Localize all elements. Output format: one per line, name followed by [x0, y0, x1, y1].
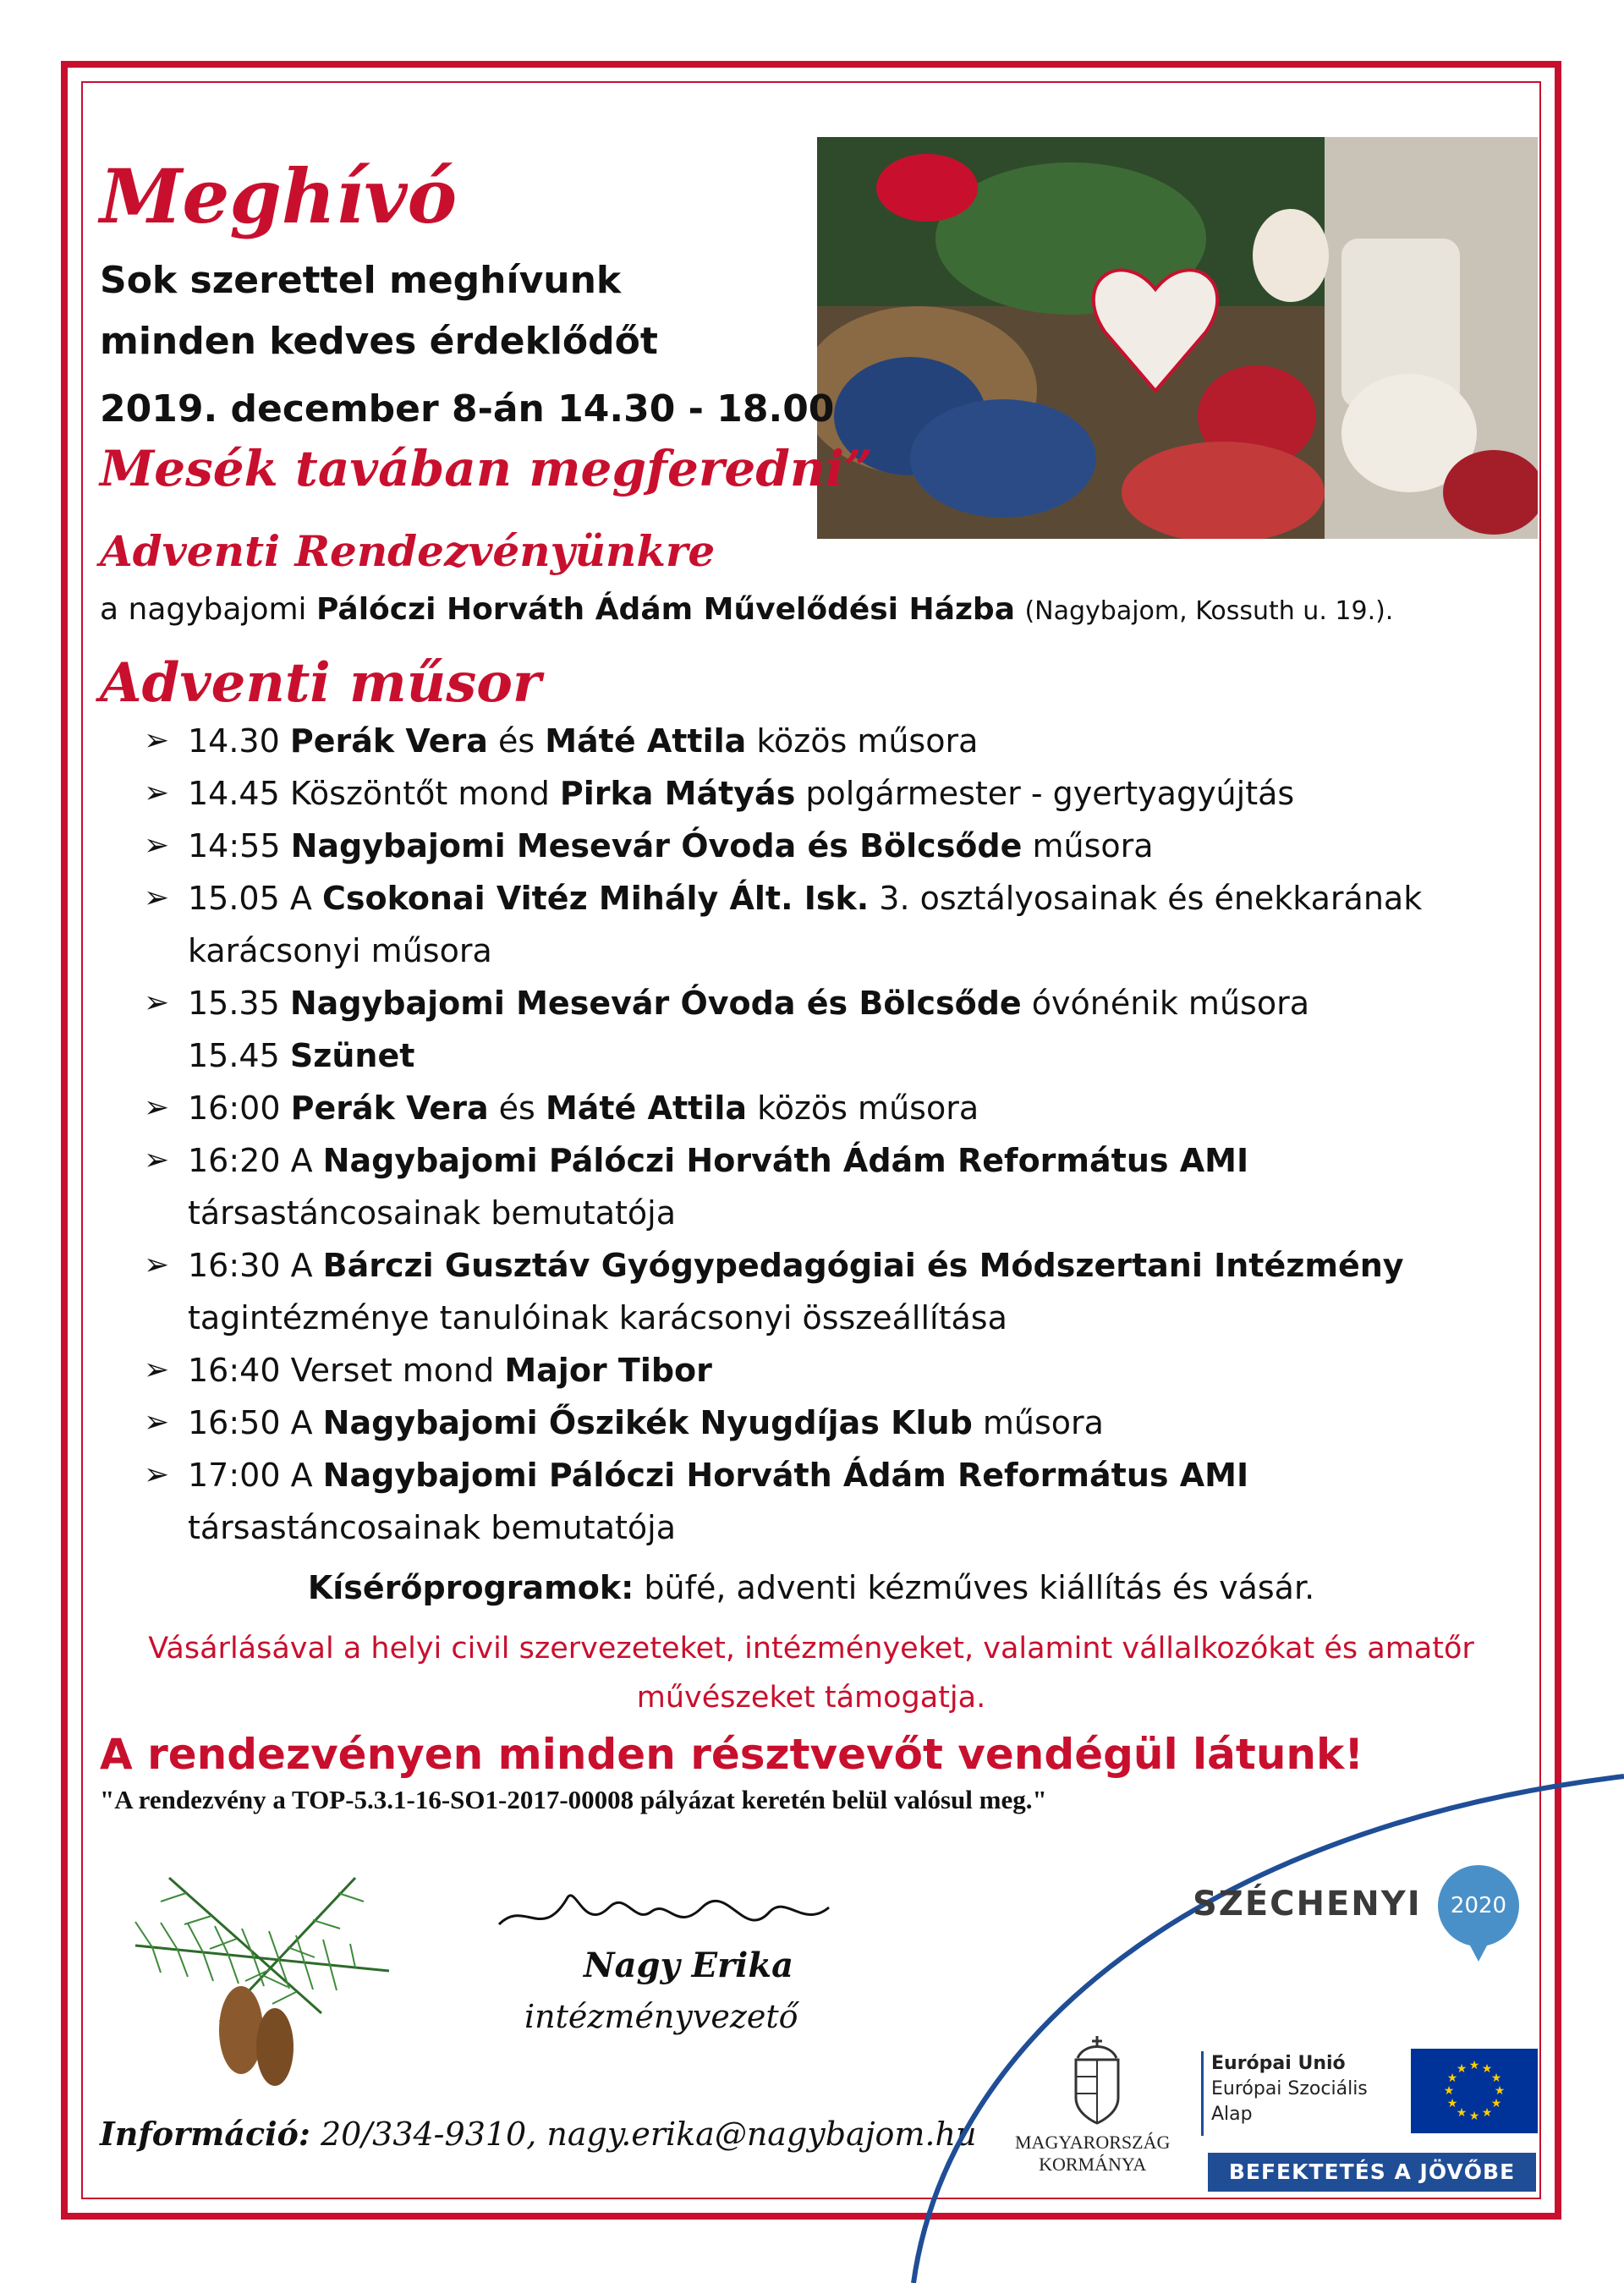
program-highlight: Bárczi Gusztáv Gyógypedagógiai és Módszertani Intézmény — [322, 1247, 1404, 1284]
arrow-bullet-icon: ➢ — [144, 1353, 170, 1387]
eu-line-2: Európai Szociális — [1211, 2078, 1368, 2099]
hungary-coat-of-arms-icon — [1067, 2034, 1127, 2127]
signer-name: Nagy Erika — [584, 1945, 794, 1985]
program-highlight: Máté Attila — [545, 722, 747, 760]
program-text: polgármester - gyertyagyújtás — [795, 775, 1295, 812]
intro-line-2: minden kedves érdeklődőt — [100, 320, 658, 363]
signature-icon — [491, 1865, 846, 1958]
support-note-line-1: Vásárlásával a helyi civil szervezeteket, intézményeket, valamint vállalkozókat és amatőr — [148, 1632, 1474, 1666]
arrow-bullet-icon: ➢ — [144, 723, 170, 758]
program-item — [144, 1029, 1497, 1082]
venue-address: (Nagybajom, Kossuth u. 19.). — [1024, 596, 1394, 626]
svg-text:★: ★ — [1446, 2097, 1458, 2110]
venue-name: Pálóczi Horváth Ádám Művelődési Házba — [316, 592, 1015, 627]
arrow-bullet-icon: ➢ — [144, 881, 170, 915]
program-text: és — [487, 722, 546, 760]
svg-text:★: ★ — [1443, 2084, 1455, 2098]
program-item — [144, 977, 1497, 1029]
support-note — [81, 1624, 1541, 1722]
program-item — [144, 1134, 1497, 1187]
program-text: tagintézménye tanulóinak karácsonyi összeállítása — [188, 1299, 1007, 1336]
program-text: társastáncosainak bemutatója — [188, 1509, 676, 1546]
program-text: társastáncosainak bemutatója — [188, 1194, 676, 1232]
arrow-bullet-icon: ➢ — [144, 776, 170, 810]
eu-stars-icon — [1411, 2049, 1538, 2133]
event-date: 2019. december 8-án 14.30 - 18.00 — [100, 387, 835, 431]
program-highlight: Máté Attila — [545, 1089, 747, 1127]
arrow-bullet-icon: ➢ — [144, 1405, 170, 1440]
program-text: és — [488, 1089, 546, 1127]
program-highlight: Perák Vera — [290, 1089, 489, 1127]
eu-divider — [1201, 2051, 1204, 2136]
program-text: 17:00 A — [188, 1457, 323, 1494]
program-text: óvónénik műsora — [1021, 985, 1309, 1022]
program-highlight: Nagybajomi Pálóczi Horváth Ádám Református AMI — [322, 1457, 1249, 1494]
program-item — [144, 1082, 1497, 1134]
eu-line-3: Alap — [1211, 2104, 1253, 2125]
program-item — [144, 1397, 1497, 1449]
program-text: 15.05 A — [188, 880, 322, 917]
program-text: karácsonyi műsora — [188, 932, 492, 969]
svg-text:★: ★ — [1468, 2059, 1480, 2072]
advent-crafts-photo — [817, 137, 1538, 539]
event-subtitle: Adventi Rendezvényünkre — [100, 526, 716, 576]
svg-text:★: ★ — [1481, 2062, 1493, 2076]
svg-text:★: ★ — [1481, 2106, 1493, 2120]
section-title: Adventi műsor — [100, 651, 541, 715]
program-text: közös műsora — [747, 1089, 979, 1127]
program-text: 16:20 A — [188, 1142, 323, 1179]
program-text: közös műsora — [746, 722, 979, 760]
side-programs-text: büfé, adventi kézműves kiállítás és vásár. — [634, 1569, 1315, 1606]
program-item — [144, 1449, 1497, 1501]
arrow-bullet-icon: ➢ — [144, 1143, 170, 1177]
svg-text:★: ★ — [1490, 2072, 1502, 2085]
eu-flag-icon — [1411, 2049, 1538, 2133]
side-programs — [81, 1569, 1541, 1606]
support-note-line-2: művészeket támogatja. — [636, 1681, 986, 1715]
program-item — [144, 925, 1497, 977]
pine-branch-icon — [102, 1844, 423, 2098]
svg-text:★: ★ — [1494, 2084, 1506, 2098]
program-text: 16:40 Verset mond — [188, 1352, 505, 1389]
program-text: 16:50 A — [188, 1404, 323, 1441]
eu-text — [1211, 2051, 1368, 2127]
program-item — [144, 1239, 1497, 1292]
arrow-bullet-icon: ➢ — [144, 828, 170, 863]
arrow-bullet-icon: ➢ — [144, 1457, 170, 1492]
program-item — [144, 872, 1497, 925]
program-highlight: Szünet — [289, 1037, 415, 1074]
program-text: 14:55 — [188, 827, 291, 864]
program-text: 15.35 — [188, 985, 290, 1022]
side-programs-label: Kísérőprogramok: — [307, 1569, 634, 1606]
svg-text:★: ★ — [1490, 2097, 1502, 2110]
program-item — [144, 1292, 1497, 1344]
page-title: Meghívó — [100, 152, 458, 240]
gov-line-1: MAGYARORSZÁG — [1015, 2132, 1171, 2153]
program-highlight: Major Tibor — [504, 1352, 712, 1389]
program-item — [144, 820, 1497, 872]
program-highlight: Csokonai Vitéz Mihály Ált. Isk. — [321, 880, 870, 917]
venue-prefix: a nagybajomi — [100, 592, 316, 627]
contact-label: Információ: — [100, 2115, 310, 2153]
program-text: műsora — [1022, 827, 1154, 864]
program-text: 3. osztályosainak és énekkarának — [869, 880, 1423, 917]
program-highlight: Nagybajomi Pálóczi Horváth Ádám Református AMI — [322, 1142, 1249, 1179]
svg-text:★: ★ — [1468, 2110, 1480, 2123]
blue-arc-decoration — [897, 1768, 1624, 2283]
svg-text:★: ★ — [1456, 2106, 1468, 2120]
funding-note: "A rendezvény a TOP-5.3.1-16-SO1-2017-00008 pályázat keretén belül valósul meg." — [100, 1785, 1047, 1814]
program-highlight: Perák Vera — [289, 722, 488, 760]
program-item — [144, 1501, 1497, 1554]
event-name: Mesék tavában megferedni” — [100, 440, 873, 497]
program-text: 14.45 Köszöntőt mond — [188, 775, 560, 812]
program-highlight: Pirka Mátyás — [559, 775, 796, 812]
program-item — [144, 1344, 1497, 1397]
program-text: 14.30 — [188, 722, 290, 760]
program-text: 16:00 — [188, 1089, 291, 1127]
szechenyi-logo-text: SZÉCHENYI — [1193, 1885, 1422, 1924]
program-item — [144, 715, 1497, 767]
program-highlight: Nagybajomi Mesevár Óvoda és Bölcsőde — [289, 985, 1022, 1022]
program-highlight: Nagybajomi Mesevár Óvoda és Bölcsőde — [290, 827, 1023, 864]
contact-info — [100, 2115, 976, 2153]
program-text: 15.45 — [188, 1037, 290, 1074]
program-text: 16:30 A — [188, 1247, 323, 1284]
program-list — [144, 715, 1497, 1554]
eu-line-1: Európai Unió — [1211, 2053, 1346, 2074]
program-item — [144, 1187, 1497, 1239]
program-highlight: Nagybajomi Őszikék Nyugdíjas Klub — [322, 1404, 973, 1441]
szechenyi-pin-icon: 2020 — [1438, 1865, 1519, 1946]
welcome-text: A rendezvényen minden résztvevőt vendégül látunk! — [100, 1730, 1364, 1779]
arrow-bullet-icon: ➢ — [144, 985, 170, 1020]
arrow-bullet-icon: ➢ — [144, 1248, 170, 1282]
government-text — [1015, 2132, 1170, 2176]
svg-text:★: ★ — [1446, 2072, 1458, 2085]
intro-line-1: Sok szerettel meghívunk — [100, 259, 622, 302]
venue-line — [100, 592, 1393, 627]
arrow-bullet-icon: ➢ — [144, 1090, 170, 1125]
program-text: műsora — [972, 1404, 1104, 1441]
program-item — [144, 767, 1497, 820]
contact-text: 20/334-9310, nagy.erika@nagybajom.hu — [310, 2116, 977, 2153]
investment-banner: BEFEKTETÉS A JÖVŐBE — [1208, 2153, 1536, 2192]
gov-line-2: KORMÁNYA — [1039, 2154, 1147, 2175]
signer-role: intézményvezető — [524, 1998, 798, 2035]
svg-text:★: ★ — [1456, 2062, 1468, 2076]
photo-illustration — [817, 137, 1538, 539]
